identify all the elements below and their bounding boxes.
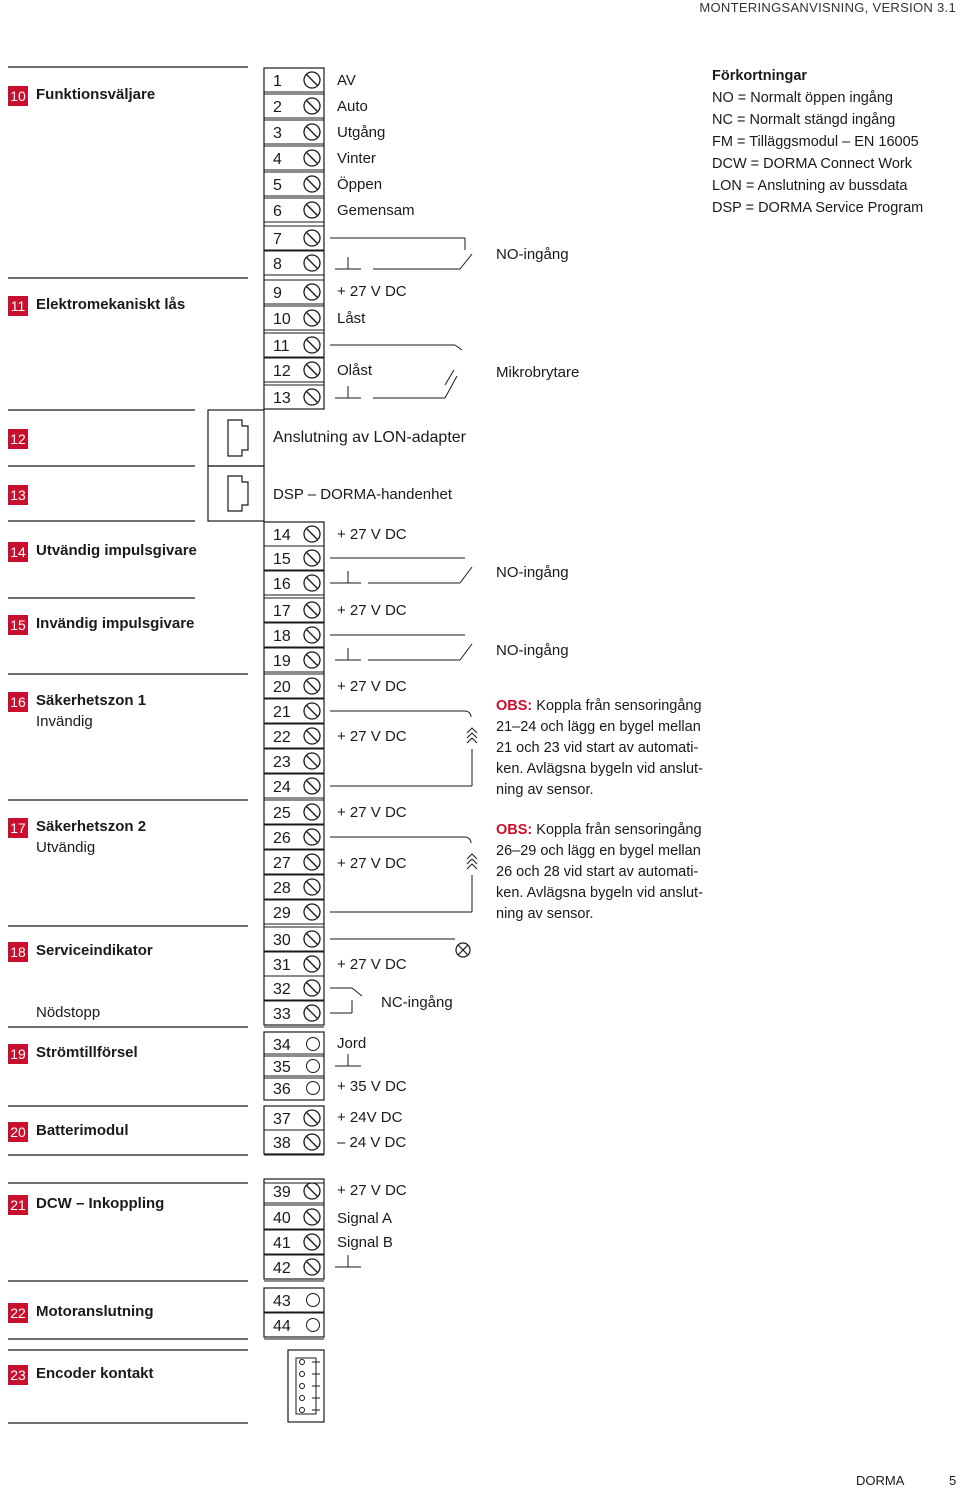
no-contact: [460, 644, 472, 660]
terminal-number: 6: [273, 203, 282, 220]
terminal-number: 25: [273, 805, 291, 822]
screw-slot: [307, 1237, 318, 1248]
terminal-label-2: Auto: [337, 98, 368, 115]
page-number: 5: [949, 1473, 957, 1488]
microswitch-contact: [445, 376, 457, 398]
screw-slot: [307, 179, 318, 190]
obs-text: Koppla från sensoringång 26–29 och lägg en bygel mellan 26 och 28 vid start av automati-ken. Avlägsna bygeln vid anslut-ning av sensor.: [496, 822, 703, 922]
sensor-emitter: [465, 837, 471, 843]
terminal-number: 4: [273, 151, 282, 168]
screw-slot: [307, 1113, 318, 1124]
terminal-label-12: Olåst: [337, 362, 373, 379]
terminal-number: 3: [273, 125, 282, 142]
no-contact: [460, 567, 472, 583]
screw-slot: [307, 832, 318, 843]
section-badge-15: 15: [8, 615, 28, 635]
screw-slot: [307, 756, 318, 767]
no-input-label: NO-ingång: [496, 642, 569, 659]
screw-slot: [307, 857, 318, 868]
encoder-pin: [300, 1372, 305, 1377]
terminal-number: 27: [273, 855, 291, 872]
terminal-number: 35: [273, 1059, 291, 1076]
terminal-label-4: Vinter: [337, 150, 376, 167]
terminal-number: 5: [273, 177, 282, 194]
section-badge-12: 12: [8, 429, 28, 449]
terminal-number: 31: [273, 957, 291, 974]
obs-note-1: [496, 696, 718, 801]
terminal-label-25: + 27 V DC: [337, 804, 407, 821]
sensor-emitter: [465, 711, 471, 717]
terminal-number: 42: [273, 1260, 291, 1277]
terminal-number: 16: [273, 576, 291, 593]
terminal-socket: [307, 1319, 320, 1332]
terminal-label-41: Signal B: [337, 1234, 393, 1251]
terminal-number: 9: [273, 285, 282, 302]
terminal-number: 37: [273, 1111, 291, 1128]
section-badge-16: 16: [8, 692, 28, 712]
section-label-10: Funktionsväljare: [36, 86, 156, 103]
nc-contact: [352, 988, 362, 996]
terminal-label-1: AV: [337, 72, 356, 89]
terminal-number: 28: [273, 880, 291, 897]
terminal-number: 33: [273, 1006, 291, 1023]
terminal-number: 29: [273, 905, 291, 922]
terminal-label-14: + 27 V DC: [337, 526, 407, 543]
terminal-number: 20: [273, 679, 291, 696]
screw-slot: [307, 1212, 318, 1223]
sensor-receiver: [467, 738, 477, 743]
encoder-pin: [300, 1408, 305, 1413]
terminal-label-20: + 27 V DC: [337, 678, 407, 695]
screw-slot: [307, 959, 318, 970]
sensor-receiver: [467, 859, 477, 864]
terminal-number: 7: [273, 231, 282, 248]
abbreviation-line: NO = Normalt öppen ingång: [712, 90, 893, 106]
screw-slot: [307, 731, 318, 742]
no-contact: [460, 254, 472, 269]
section-badge-22: 22: [8, 1303, 28, 1323]
terminal-number: 12: [273, 363, 291, 380]
screw-slot: [307, 907, 318, 918]
screw-slot: [307, 934, 318, 945]
section-sublabel-16: Invändig: [36, 713, 93, 730]
microswitch-label: Mikrobrytare: [496, 364, 580, 381]
terminal-number: 13: [273, 390, 291, 407]
screw-slot: [307, 153, 318, 164]
terminal-label-34: Jord: [337, 1035, 367, 1052]
terminal-number: 14: [273, 527, 291, 544]
document-header: MONTERINGSANVISNING, VERSION 3.1: [699, 0, 956, 15]
terminal-number: 21: [273, 704, 291, 721]
section-label-21: DCW – Inkoppling: [36, 1195, 165, 1212]
abbreviation-line: DSP = DORMA Service Program: [712, 200, 924, 216]
screw-slot: [307, 630, 318, 641]
section-label-16: Säkerhetszon 1: [36, 692, 147, 709]
obs-text: Koppla från sensoringång 21–24 och lägg en bygel mellan 21 och 23 vid start av automati-ken. Avlägsna bygeln vid anslut-ning av sensor.: [496, 698, 703, 798]
section-label-22: Motoranslutning: [36, 1303, 154, 1320]
terminal-label-17: + 27 V DC: [337, 602, 407, 619]
encoder-pin: [300, 1360, 305, 1365]
screw-slot: [307, 1008, 318, 1019]
screw-slot: [307, 578, 318, 589]
section-badge-19: 19: [8, 1044, 28, 1064]
terminal-label-3: Utgång: [337, 124, 386, 141]
terminal-socket: [307, 1082, 320, 1095]
terminal-number: 40: [273, 1210, 291, 1227]
screw-slot: [307, 553, 318, 564]
terminal-number: 11: [273, 338, 290, 355]
screw-slot: [307, 807, 318, 818]
screw-slot: [307, 258, 318, 269]
terminal-number: 24: [273, 779, 291, 796]
screw-slot: [307, 75, 318, 86]
screw-slot: [307, 392, 318, 403]
screw-slot: [307, 655, 318, 666]
terminal-number: 43: [273, 1293, 291, 1310]
abbreviation-line: LON = Anslutning av bussdata: [712, 178, 908, 194]
terminal-label-6: Gemensam: [337, 202, 415, 219]
section-label-15: Invändig impulsgivare: [36, 615, 195, 632]
terminal-label-27: + 27 V DC: [337, 855, 407, 872]
screw-slot: [307, 681, 318, 692]
terminal-label-36: + 35 V DC: [337, 1078, 407, 1095]
obs-note-2: [496, 820, 718, 925]
abbreviation-line: NC = Normalt stängd ingång: [712, 112, 896, 128]
screw-slot: [307, 1137, 318, 1148]
rj-connector-outline: [208, 410, 264, 466]
screw-slot: [307, 287, 318, 298]
nc-input-label: NC-ingång: [381, 994, 453, 1011]
terminal-number: 17: [273, 603, 291, 620]
screw-slot: [307, 127, 318, 138]
encoder-pin: [300, 1396, 305, 1401]
screw-slot: [307, 605, 318, 616]
terminal-label-5: Öppen: [337, 176, 383, 193]
screw-slot: [307, 882, 318, 893]
section-label-18: Serviceindikator: [36, 942, 153, 959]
terminal-number: 1: [273, 73, 282, 90]
screw-slot: [307, 340, 318, 351]
terminal-label-10: Låst: [337, 310, 366, 327]
section-badge-14: 14: [8, 542, 28, 562]
terminal-number: 32: [273, 981, 291, 998]
terminal-number: 22: [273, 729, 291, 746]
terminal-number: 8: [273, 256, 282, 273]
section-label-20: Batterimodul: [36, 1122, 129, 1139]
terminal-number: 23: [273, 754, 291, 771]
terminal-socket: [307, 1294, 320, 1307]
rj-connector-outline: [208, 466, 264, 521]
section-badge-18: 18: [8, 942, 28, 962]
terminal-socket: [307, 1060, 320, 1073]
section-sublabel-18: Nödstopp: [36, 1004, 101, 1021]
section-badge-23: 23: [8, 1365, 28, 1385]
section-badge-11: 11: [8, 296, 28, 316]
screw-slot: [307, 983, 318, 994]
section-label-11: Elektromekaniskt lås: [36, 296, 186, 313]
terminal-number: 39: [273, 1184, 291, 1201]
sensor-receiver: [467, 854, 477, 859]
dsp-handset-label: DSP – DORMA-handenhet: [273, 486, 452, 503]
screw-slot: [307, 205, 318, 216]
section-badge-21: 21: [8, 1195, 28, 1215]
terminal-label-40: Signal A: [337, 1210, 393, 1227]
terminal-label-22: + 27 V DC: [337, 728, 407, 745]
terminal-number: 2: [273, 99, 282, 116]
screw-slot: [307, 1262, 318, 1273]
terminal-number: 34: [273, 1037, 291, 1054]
section-label-14: Utvändig impulsgivare: [36, 542, 197, 559]
no-input-label: NO-ingång: [496, 246, 569, 263]
terminal-number: 19: [273, 653, 291, 670]
screw-slot: [307, 529, 318, 540]
section-badge-10: 10: [8, 86, 28, 106]
footer-brand: DORMA: [856, 1473, 905, 1488]
terminal-number: 10: [273, 311, 291, 328]
terminal-label-39: + 27 V DC: [337, 1182, 407, 1199]
rj-connector-port: [228, 420, 248, 456]
abbreviation-line: DCW = DORMA Connect Work: [712, 156, 912, 172]
terminal-number: 41: [273, 1235, 291, 1252]
screw-slot: [307, 706, 318, 717]
section-badge-13: 13: [8, 485, 28, 505]
abbreviation-line: FM = Tilläggsmodul – EN 16005: [712, 134, 919, 150]
terminal-label-38: – 24 V DC: [337, 1134, 407, 1151]
terminal-number: 38: [273, 1135, 291, 1152]
encoder-pin: [300, 1384, 305, 1389]
screw-slot: [307, 365, 318, 376]
section-label-23: Encoder kontakt: [36, 1365, 154, 1382]
obs-prefix: OBS:: [496, 822, 533, 838]
sensor-receiver: [467, 864, 477, 869]
terminal-number: 26: [273, 830, 291, 847]
abbreviations-heading: Förkortningar: [712, 68, 808, 84]
microswitch-contact: [445, 370, 454, 385]
terminal-number: 30: [273, 932, 291, 949]
screw-slot: [307, 1186, 318, 1197]
screw-slot: [307, 101, 318, 112]
no-input-label: NO-ingång: [496, 564, 569, 581]
lon-adapter-label: Anslutning av LON-adapter: [273, 429, 466, 446]
screw-slot: [307, 233, 318, 244]
screw-slot: [307, 313, 318, 324]
section-sublabel-17: Utvändig: [36, 839, 96, 856]
terminal-label-9: + 27 V DC: [337, 283, 407, 300]
section-badge-20: 20: [8, 1122, 28, 1142]
obs-prefix: OBS:: [496, 698, 533, 714]
section-badge-17: 17: [8, 818, 28, 838]
terminal-label-37: + 24V DC: [337, 1109, 403, 1126]
sensor-receiver: [467, 733, 477, 738]
sensor-receiver: [467, 728, 477, 733]
microswitch-contact: [455, 345, 462, 350]
terminal-number: 36: [273, 1081, 291, 1098]
rj-connector-port: [228, 476, 248, 511]
terminal-number: 18: [273, 628, 291, 645]
terminal-label-31: + 27 V DC: [337, 956, 407, 973]
terminal-socket: [307, 1038, 320, 1051]
section-label-19: Strömtillförsel: [36, 1044, 138, 1061]
screw-slot: [307, 781, 318, 792]
section-label-17: Säkerhetszon 2: [36, 818, 147, 835]
terminal-number: 15: [273, 551, 291, 568]
terminal-number: 44: [273, 1318, 291, 1335]
